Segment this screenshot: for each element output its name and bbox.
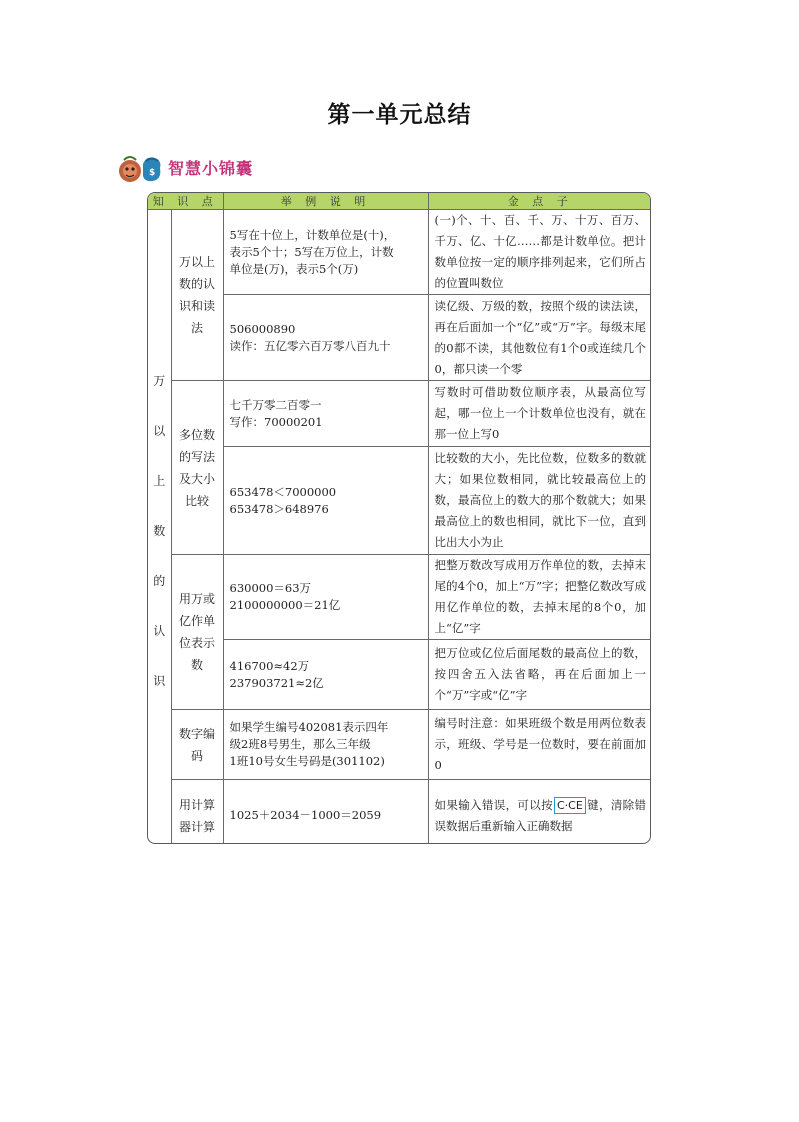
table-header-row <box>148 193 651 210</box>
c-ce-key: C·CE <box>554 797 586 814</box>
example-cell: 653478＜7000000 653478＞648976 <box>223 447 428 555</box>
table-row <box>148 780 651 845</box>
tip-cell: 如果输入错误，可以按 C·CE 键，清除错误数据后重新输入正确数据 <box>428 780 651 845</box>
table-row <box>148 295 651 381</box>
summary-table <box>147 192 651 844</box>
subtopic-calculator: 用计算器计算 <box>171 780 223 845</box>
page-title: 第一单元总结 <box>327 102 472 128</box>
category-label: 万 以 上 数 的 认 识 <box>153 373 166 688</box>
table-row <box>148 555 651 640</box>
example-cell: 如果学生编号402081表示四年 级2班8号男生，那么三年级 1班10号女生号码是(301102) <box>223 710 428 780</box>
header-knowledge-point: 知 识 点 <box>148 193 223 210</box>
example-cell: 1025＋2034－1000＝2059 <box>223 780 428 845</box>
subtopic-units: 用万或亿作单位表示数 <box>171 555 223 710</box>
tip-cell: 比较数的大小，先比位数，位数多的数就大；如果位数相同，就比较最高位上的数，最高位上的数大的那个数就大；如果最高位上的数也相同，就比下一位，直到比出大小为止 <box>428 447 651 555</box>
table-row <box>148 447 651 555</box>
example-cell: 七千万零二百零一 写作：70000201 <box>223 381 428 447</box>
section-label: 智慧小锦囊 <box>168 159 254 178</box>
subtopic-reading: 万以上数的认识和读法 <box>171 210 223 381</box>
svg-text:$: $ <box>149 168 156 178</box>
table-row <box>148 710 651 780</box>
subtopic-writing-compare: 多位数的写法及大小比较 <box>171 381 223 555</box>
table-row <box>148 381 651 447</box>
mascot-bag-icon <box>116 150 166 184</box>
tip-cell: 编号时注意：如果班级个数是用两位数表示，班级、学号是一位数时，要在前面加0 <box>428 710 651 780</box>
table-row <box>148 640 651 710</box>
tip-cell: 把万位或亿位后面尾数的最高位上的数，按四舍五入法省略，再在后面加上一个“万”字或“亿”字 <box>428 640 651 710</box>
section-header <box>116 150 316 184</box>
category-cell <box>148 210 171 845</box>
example-cell: 506000890 读作：五亿零六百万零八百九十 <box>223 295 428 381</box>
tip-cell: 写数时可借助数位顺序表，从最高位写起，哪一位上一个计数单位也没有，就在那一位上写0 <box>428 381 651 447</box>
subtopic-encoding: 数字编码 <box>171 710 223 780</box>
header-tips: 金 点 子 <box>428 193 651 210</box>
example-cell: 416700≈42万 237903721≈2亿 <box>223 640 428 710</box>
table-row <box>148 210 651 295</box>
example-cell: 5写在十位上，计数单位是(十)， 表示5个十；5写在万位上，计数 单位是(万)，表示5个(万) <box>223 210 428 295</box>
header-example: 举 例 说 明 <box>223 193 428 210</box>
tip-cell: 读亿级、万级的数，按照个级的读法读，再在后面加一个“亿”或“万”字。每级末尾的0都不读，其他数位有1个0或连续几个0，都只读一个零 <box>428 295 651 381</box>
tip-cell: (一)个、十、百、千、万、十万、百万、千万、亿、十亿……都是计数单位。把计数单位按一定的顺序排列起来，它们所占的位置叫数位 <box>428 210 651 295</box>
example-cell: 630000＝63万 2100000000＝21亿 <box>223 555 428 640</box>
tip-cell: 把整万数改写成用万作单位的数，去掉末尾的4个0，加上“万”字；把整亿数改写成用亿作单位的数，去掉末尾的8个0，加上“亿”字 <box>428 555 651 640</box>
